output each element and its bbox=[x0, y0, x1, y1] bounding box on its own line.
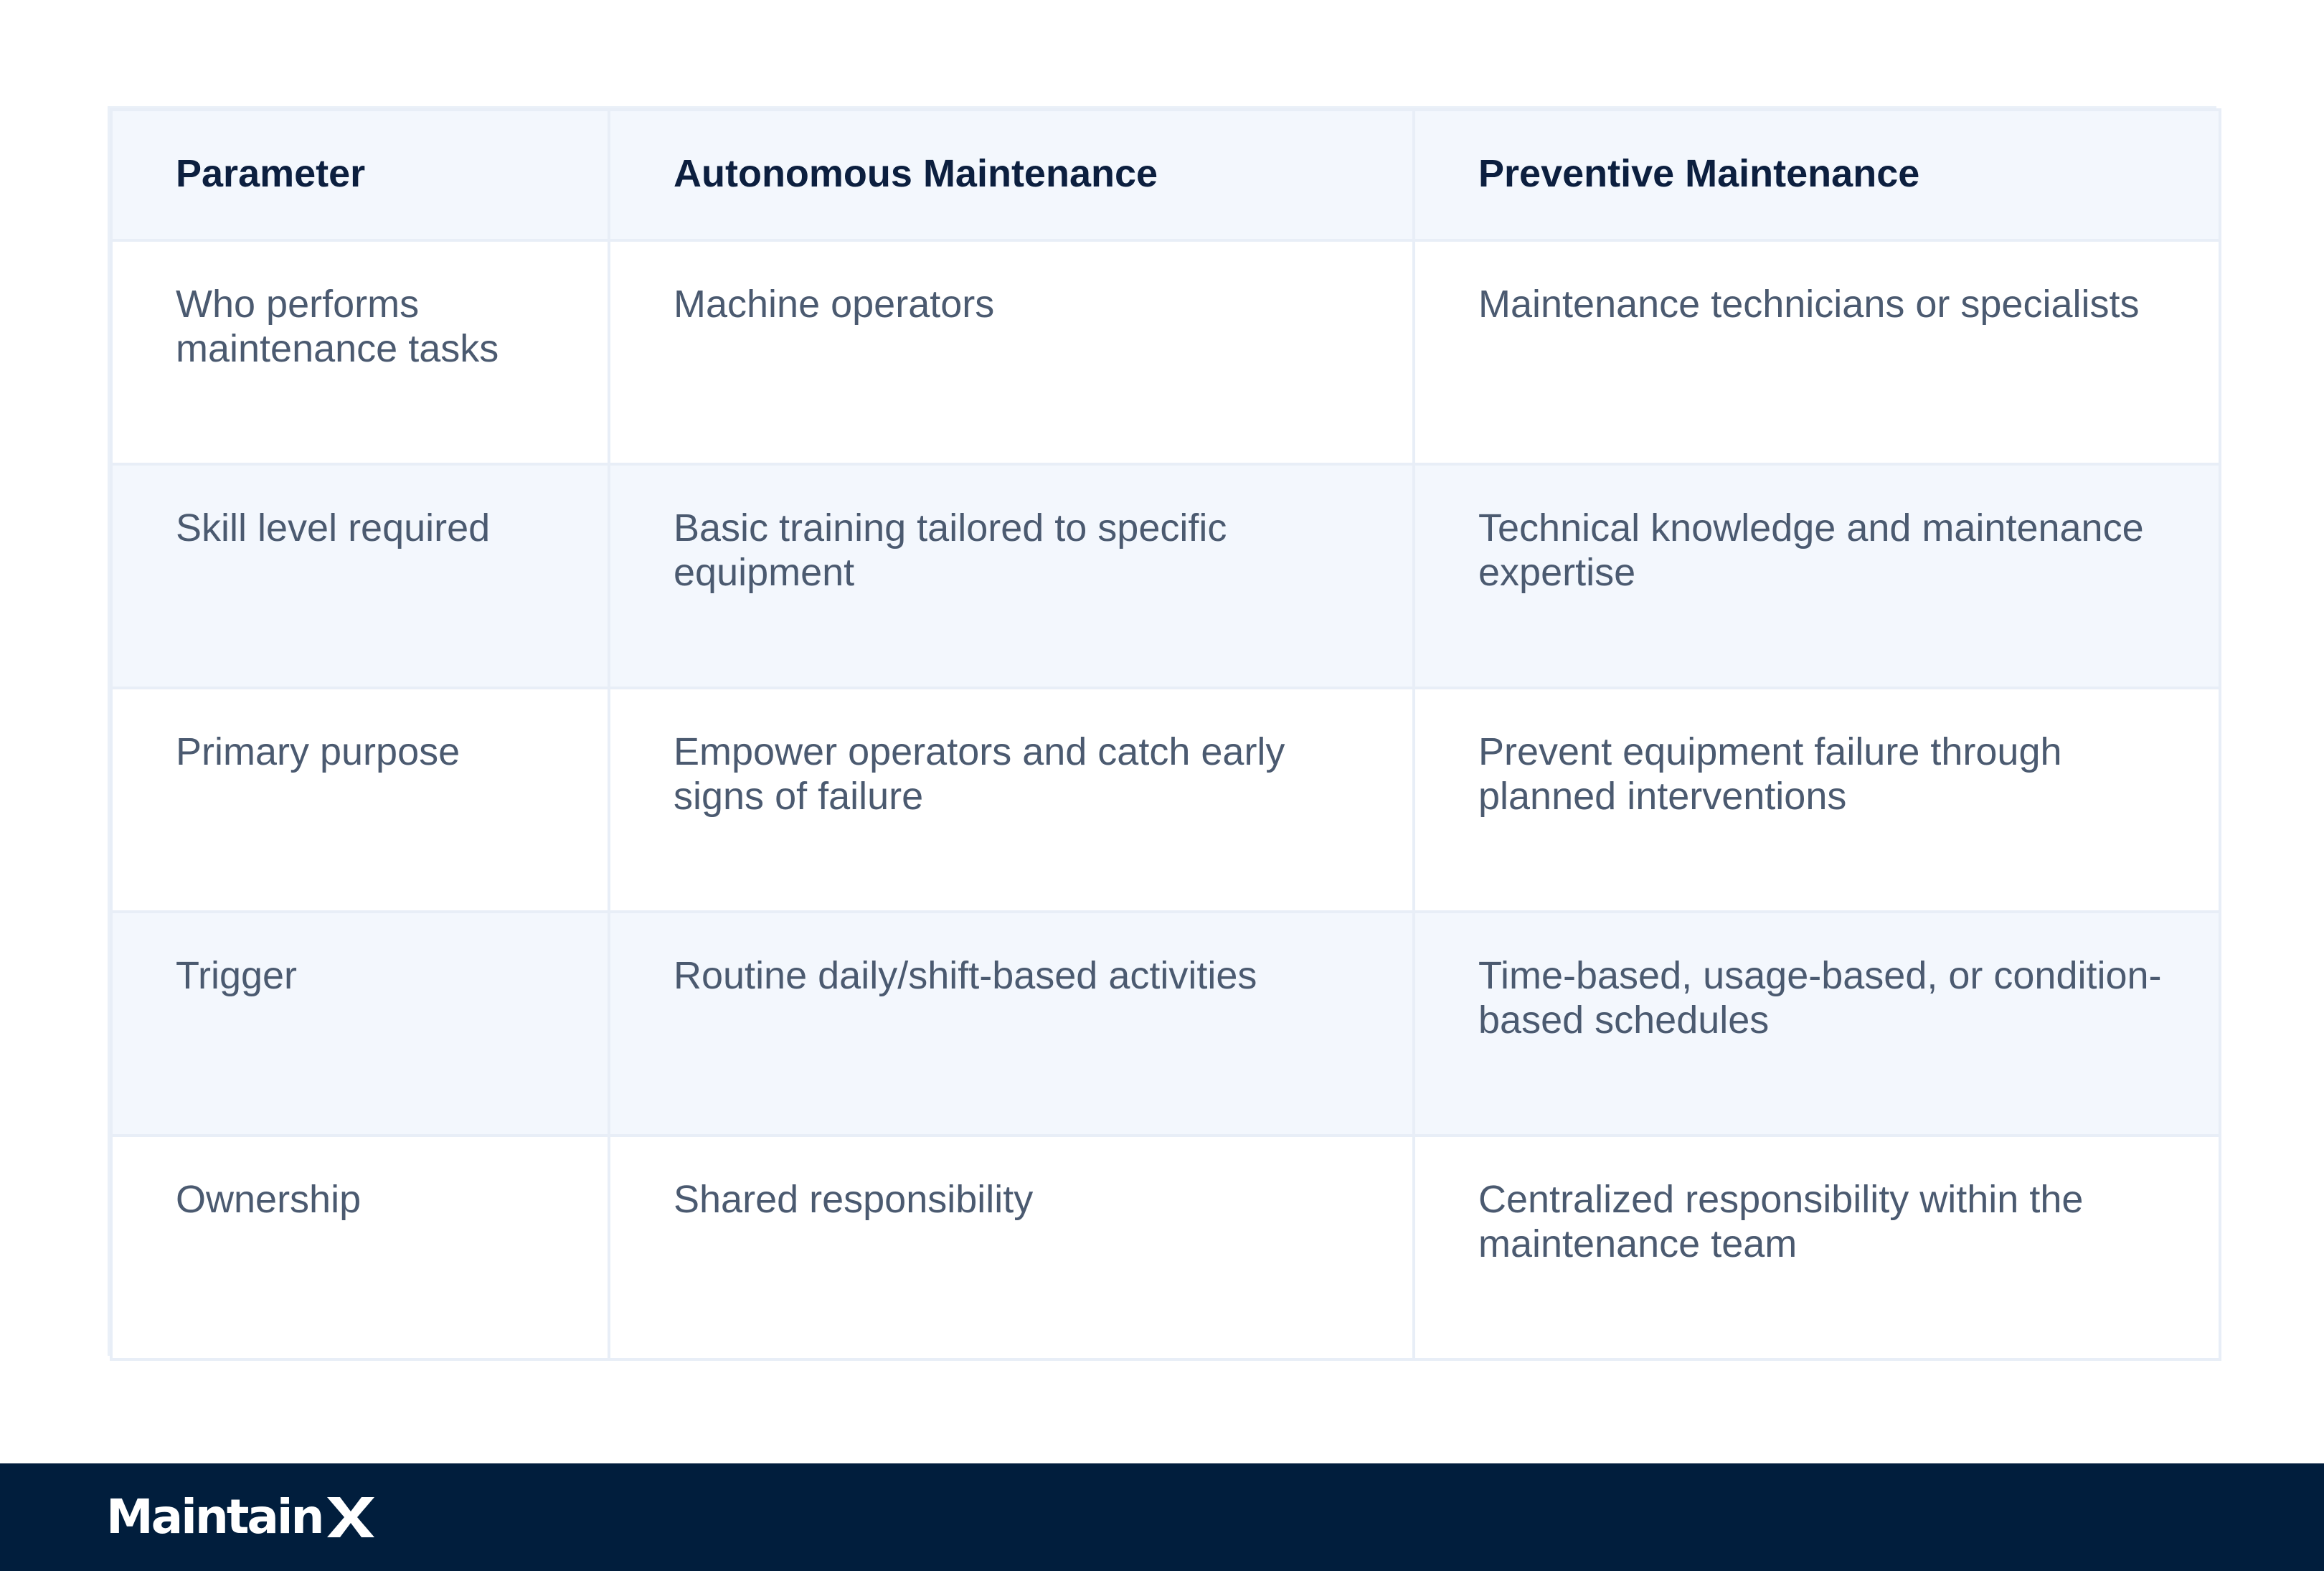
table-row bbox=[111, 240, 2220, 464]
table-row bbox=[111, 464, 2220, 688]
row-autonomous-cell: Machine operators bbox=[609, 240, 1414, 464]
table-row bbox=[111, 912, 2220, 1136]
table-row bbox=[111, 1136, 2220, 1359]
row-preventive-cell: Time-based, usage-based, or condition-based schedules bbox=[1414, 912, 2220, 1136]
logo-x-mark-icon bbox=[326, 1495, 376, 1538]
row-parameter-cell: Ownership bbox=[111, 1136, 609, 1359]
row-preventive-cell: Technical knowledge and maintenance expertise bbox=[1414, 464, 2220, 688]
row-autonomous-cell: Empower operators and catch early signs of failure bbox=[609, 688, 1414, 912]
row-parameter-cell: Skill level required bbox=[111, 464, 609, 688]
header-autonomous-maintenance: Autonomous Maintenance bbox=[609, 110, 1414, 240]
row-parameter-cell: Who performs maintenance tasks bbox=[111, 240, 609, 464]
row-preventive-cell: Maintenance technicians or specialists bbox=[1414, 240, 2220, 464]
row-parameter-cell: Trigger bbox=[111, 912, 609, 1136]
maintainx-logo bbox=[106, 1488, 376, 1545]
logo-wordmark: Maintain bbox=[106, 1489, 323, 1544]
table-header-row bbox=[111, 110, 2220, 240]
row-preventive-cell: Prevent equipment failure through planned interventions bbox=[1414, 688, 2220, 912]
header-parameter: Parameter bbox=[111, 110, 609, 240]
row-preventive-cell: Centralized responsibility within the maintenance team bbox=[1414, 1136, 2220, 1359]
row-autonomous-cell: Routine daily/shift-based activities bbox=[609, 912, 1414, 1136]
comparison-table bbox=[110, 108, 2221, 1361]
row-autonomous-cell: Shared responsibility bbox=[609, 1136, 1414, 1359]
header-preventive-maintenance: Preventive Maintenance bbox=[1414, 110, 2220, 240]
footer-bar bbox=[0, 1463, 2324, 1571]
row-parameter-cell: Primary purpose bbox=[111, 688, 609, 912]
row-autonomous-cell: Basic training tailored to specific equipment bbox=[609, 464, 1414, 688]
comparison-table-container bbox=[108, 106, 2216, 1356]
table-row bbox=[111, 688, 2220, 912]
